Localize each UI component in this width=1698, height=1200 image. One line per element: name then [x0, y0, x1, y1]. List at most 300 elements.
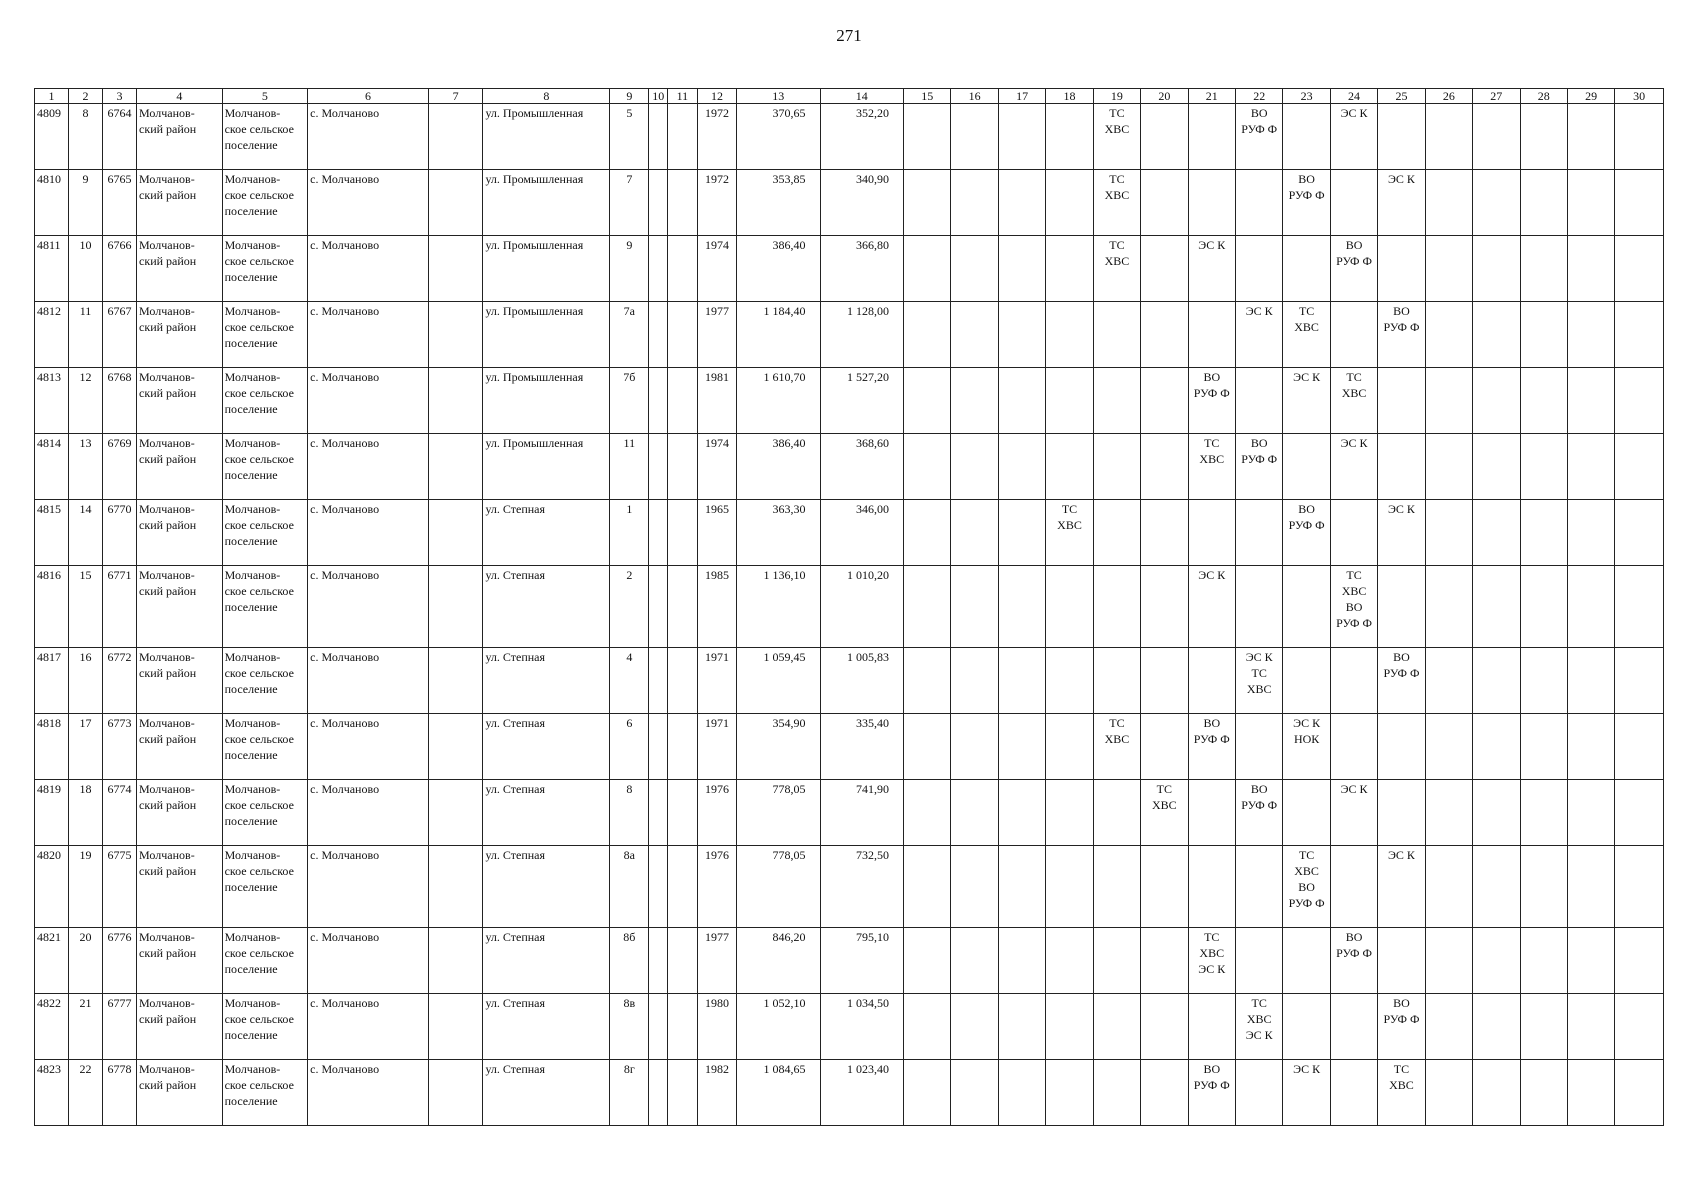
table-cell — [667, 566, 697, 648]
table-cell — [1283, 648, 1330, 714]
table-cell: 19 — [69, 846, 103, 928]
table-cell: с. Молчаново — [308, 928, 429, 994]
table-cell: Молчанов- ский район — [137, 714, 223, 780]
column-header: 28 — [1520, 89, 1567, 104]
table-cell: Молчанов- ское сельское поселение — [222, 500, 308, 566]
table-cell — [667, 434, 697, 500]
table-cell: 4 — [610, 648, 649, 714]
table-cell: 1977 — [697, 928, 736, 994]
table-cell: 1965 — [697, 500, 736, 566]
table-cell: 6765 — [103, 170, 137, 236]
column-header: 6 — [308, 89, 429, 104]
table-row — [35, 928, 1664, 994]
table-cell: ТС ХВС ЭС К — [1235, 994, 1282, 1060]
table-cell: 346,00 — [820, 500, 904, 566]
table-cell: 4821 — [35, 928, 69, 994]
table-cell: 1 128,00 — [820, 302, 904, 368]
table-cell — [667, 302, 697, 368]
table-cell: ТС ХВС — [1378, 1060, 1425, 1126]
table-cell: 4823 — [35, 1060, 69, 1126]
table-cell — [1283, 994, 1330, 1060]
table-cell — [1235, 846, 1282, 928]
table-cell: 340,90 — [820, 170, 904, 236]
table-cell: ул. Промышленная — [483, 170, 610, 236]
table-cell — [1188, 846, 1235, 928]
table-cell — [1425, 994, 1472, 1060]
table-cell: 15 — [69, 566, 103, 648]
table-row — [35, 1060, 1664, 1126]
table-cell: ул. Степная — [483, 1060, 610, 1126]
table-cell: 1 527,20 — [820, 368, 904, 434]
table-cell — [1520, 170, 1567, 236]
table-cell — [1520, 714, 1567, 780]
table-cell — [951, 780, 998, 846]
table-cell — [904, 104, 951, 170]
table-row — [35, 846, 1664, 928]
table-cell — [951, 500, 998, 566]
table-row — [35, 236, 1664, 302]
table-cell — [1567, 170, 1614, 236]
table-cell: 4809 — [35, 104, 69, 170]
table-cell — [1046, 302, 1093, 368]
table-cell: с. Молчаново — [308, 994, 429, 1060]
table-cell — [1283, 236, 1330, 302]
table-cell — [1378, 368, 1425, 434]
table-cell — [904, 928, 951, 994]
table-cell — [428, 1060, 483, 1126]
table-cell — [1141, 302, 1188, 368]
table-cell: 386,40 — [737, 434, 821, 500]
table-cell: Молчанов- ский район — [137, 566, 223, 648]
table-cell: 8 — [69, 104, 103, 170]
table-cell — [951, 170, 998, 236]
table-cell — [1567, 302, 1614, 368]
table-cell — [1283, 434, 1330, 500]
table-cell: 741,90 — [820, 780, 904, 846]
table-cell — [1046, 780, 1093, 846]
table-cell — [1473, 566, 1520, 648]
table-cell — [428, 302, 483, 368]
table-cell — [1615, 236, 1664, 302]
table-cell — [1615, 302, 1664, 368]
table-cell: 6764 — [103, 104, 137, 170]
table-cell — [1235, 928, 1282, 994]
table-cell — [1615, 368, 1664, 434]
table-cell — [667, 714, 697, 780]
table-cell — [904, 302, 951, 368]
table-cell — [667, 780, 697, 846]
table-cell — [1473, 302, 1520, 368]
table-cell: 7а — [610, 302, 649, 368]
table-cell: 6775 — [103, 846, 137, 928]
table-cell: 6773 — [103, 714, 137, 780]
table-cell — [1046, 368, 1093, 434]
table-cell: 370,65 — [737, 104, 821, 170]
column-header: 27 — [1473, 89, 1520, 104]
column-header: 16 — [951, 89, 998, 104]
table-cell: 6777 — [103, 994, 137, 1060]
table-cell: 4816 — [35, 566, 69, 648]
table-cell: 353,85 — [737, 170, 821, 236]
table-cell — [951, 1060, 998, 1126]
table-cell — [1425, 170, 1472, 236]
table-cell: 1 052,10 — [737, 994, 821, 1060]
table-cell: 1980 — [697, 994, 736, 1060]
table-cell: ул. Промышленная — [483, 368, 610, 434]
table-cell — [1046, 846, 1093, 928]
table-row — [35, 302, 1664, 368]
table-row — [35, 648, 1664, 714]
table-cell — [667, 236, 697, 302]
table-cell — [1425, 434, 1472, 500]
table-cell — [1046, 928, 1093, 994]
table-cell — [1615, 1060, 1664, 1126]
table-cell — [998, 1060, 1045, 1126]
table-cell: ЭС К ТС ХВС — [1235, 648, 1282, 714]
table-cell: 6766 — [103, 236, 137, 302]
table-cell — [1567, 648, 1614, 714]
table-cell — [1615, 500, 1664, 566]
table-cell — [951, 846, 998, 928]
table-cell: 6771 — [103, 566, 137, 648]
table-cell — [1520, 928, 1567, 994]
table-cell: Молчанов- ское сельское поселение — [222, 780, 308, 846]
table-cell — [428, 566, 483, 648]
column-header: 22 — [1235, 89, 1282, 104]
table-cell: 6769 — [103, 434, 137, 500]
table-cell — [1093, 434, 1140, 500]
table-cell: с. Молчаново — [308, 368, 429, 434]
table-cell: ВО РУФ Ф — [1330, 928, 1377, 994]
table-cell — [904, 500, 951, 566]
table-cell — [998, 928, 1045, 994]
column-header: 26 — [1425, 89, 1472, 104]
table-cell — [649, 368, 668, 434]
table-cell: 6774 — [103, 780, 137, 846]
table-cell — [951, 302, 998, 368]
table-cell — [1283, 566, 1330, 648]
table-cell: Молчанов- ское сельское поселение — [222, 302, 308, 368]
table-cell — [1283, 928, 1330, 994]
table-cell — [998, 780, 1045, 846]
table-cell — [1093, 994, 1140, 1060]
table-cell: ЭС К — [1378, 846, 1425, 928]
table-cell — [998, 994, 1045, 1060]
table-cell — [649, 104, 668, 170]
table-cell — [951, 104, 998, 170]
table-cell — [1378, 928, 1425, 994]
table-cell — [1520, 1060, 1567, 1126]
column-header: 24 — [1330, 89, 1377, 104]
table-cell: Молчанов- ское сельское поселение — [222, 566, 308, 648]
table-cell: Молчанов- ское сельское поселение — [222, 648, 308, 714]
table-cell: 1 084,65 — [737, 1060, 821, 1126]
table-cell: ул. Промышленная — [483, 434, 610, 500]
table-cell — [1520, 104, 1567, 170]
table-cell: 1 136,10 — [737, 566, 821, 648]
table-cell: ул. Степная — [483, 928, 610, 994]
table-cell — [1567, 434, 1614, 500]
table-row — [35, 780, 1664, 846]
table-cell: ТС ХВС — [1188, 434, 1235, 500]
table-cell: 8г — [610, 1060, 649, 1126]
table-cell — [998, 846, 1045, 928]
table-cell: Молчанов- ское сельское поселение — [222, 434, 308, 500]
table-cell: 1 005,83 — [820, 648, 904, 714]
table-cell — [1473, 500, 1520, 566]
table-cell — [998, 170, 1045, 236]
table-cell: Молчанов- ский район — [137, 780, 223, 846]
table-cell — [1567, 928, 1614, 994]
table-cell — [649, 714, 668, 780]
table-cell — [998, 302, 1045, 368]
table-cell — [1425, 846, 1472, 928]
table-cell — [1520, 434, 1567, 500]
table-cell: 6776 — [103, 928, 137, 994]
table-cell — [1283, 780, 1330, 846]
table-cell — [1520, 236, 1567, 302]
table-cell — [667, 368, 697, 434]
table-cell — [904, 714, 951, 780]
table-cell — [428, 170, 483, 236]
table-cell — [998, 104, 1045, 170]
table-cell: ВО РУФ Ф — [1378, 648, 1425, 714]
table-cell — [649, 434, 668, 500]
table-cell — [1093, 1060, 1140, 1126]
table-cell: 1974 — [697, 434, 736, 500]
table-cell — [1615, 434, 1664, 500]
table-cell — [1093, 846, 1140, 928]
table-cell — [428, 714, 483, 780]
table-cell: ВО РУФ Ф — [1188, 1060, 1235, 1126]
table-cell: ТС ХВС — [1330, 368, 1377, 434]
table-cell — [1235, 170, 1282, 236]
table-cell — [1473, 434, 1520, 500]
table-row — [35, 368, 1664, 434]
table-cell — [1141, 566, 1188, 648]
table-cell: 20 — [69, 928, 103, 994]
table-cell — [1425, 648, 1472, 714]
table-cell — [1473, 170, 1520, 236]
table-cell: ул. Степная — [483, 994, 610, 1060]
column-header: 13 — [737, 89, 821, 104]
table-cell: ТС ХВС — [1046, 500, 1093, 566]
table-cell — [951, 566, 998, 648]
table-cell — [1093, 648, 1140, 714]
table-cell — [649, 566, 668, 648]
table-cell — [1235, 1060, 1282, 1126]
table-cell — [1567, 1060, 1614, 1126]
table-cell — [1378, 104, 1425, 170]
table-cell: с. Молчаново — [308, 170, 429, 236]
table-cell: 1971 — [697, 714, 736, 780]
table-cell: 4819 — [35, 780, 69, 846]
table-cell: 12 — [69, 368, 103, 434]
table-cell: 1 010,20 — [820, 566, 904, 648]
table-cell — [667, 994, 697, 1060]
table-cell — [1567, 566, 1614, 648]
table-cell — [1425, 104, 1472, 170]
column-header: 4 — [137, 89, 223, 104]
table-cell — [1567, 994, 1614, 1060]
table-cell: ЭС К — [1330, 780, 1377, 846]
table-cell: 1 610,70 — [737, 368, 821, 434]
table-cell — [1046, 170, 1093, 236]
table-cell — [951, 714, 998, 780]
table-cell — [1046, 236, 1093, 302]
table-cell — [998, 566, 1045, 648]
table-cell: 8 — [610, 780, 649, 846]
table-cell: Молчанов- ский район — [137, 236, 223, 302]
table-cell — [428, 500, 483, 566]
column-header: 3 — [103, 89, 137, 104]
table-cell: 21 — [69, 994, 103, 1060]
table-cell — [667, 846, 697, 928]
table-cell: 4815 — [35, 500, 69, 566]
table-cell — [1567, 236, 1614, 302]
table-cell: 7 — [610, 170, 649, 236]
table-cell — [1141, 714, 1188, 780]
table-cell: 1971 — [697, 648, 736, 714]
table-cell: ул. Степная — [483, 714, 610, 780]
table-cell: 14 — [69, 500, 103, 566]
table-cell: 1 184,40 — [737, 302, 821, 368]
column-header: 15 — [904, 89, 951, 104]
table-cell — [1188, 500, 1235, 566]
table-cell: 6 — [610, 714, 649, 780]
table-cell — [951, 994, 998, 1060]
table-cell: 386,40 — [737, 236, 821, 302]
table-cell — [1520, 648, 1567, 714]
table-row — [35, 500, 1664, 566]
column-header: 9 — [610, 89, 649, 104]
table-cell: 795,10 — [820, 928, 904, 994]
table-cell — [1141, 170, 1188, 236]
table-cell: ТС ХВС — [1283, 302, 1330, 368]
table-cell — [1046, 648, 1093, 714]
table-cell: 1976 — [697, 780, 736, 846]
table-cell: Молчанов- ское сельское поселение — [222, 170, 308, 236]
table-cell: 4817 — [35, 648, 69, 714]
table-cell: 363,30 — [737, 500, 821, 566]
table-cell — [1425, 780, 1472, 846]
table-cell: ул. Степная — [483, 500, 610, 566]
table-cell: 778,05 — [737, 780, 821, 846]
table-cell — [1235, 500, 1282, 566]
table-cell: с. Молчаново — [308, 1060, 429, 1126]
table-cell: 10 — [69, 236, 103, 302]
table-cell — [951, 236, 998, 302]
table-cell — [1141, 236, 1188, 302]
table-cell — [1141, 1060, 1188, 1126]
table-cell — [1615, 566, 1664, 648]
table-row — [35, 714, 1664, 780]
table-cell: с. Молчаново — [308, 236, 429, 302]
table-cell — [904, 434, 951, 500]
table-cell — [1330, 994, 1377, 1060]
table-cell — [1235, 714, 1282, 780]
table-cell: ТС ХВС ВО РУФ Ф — [1330, 566, 1377, 648]
table-cell: с. Молчаново — [308, 780, 429, 846]
column-header: 14 — [820, 89, 904, 104]
table-cell — [1567, 846, 1614, 928]
table-cell — [1046, 994, 1093, 1060]
table-cell — [1188, 994, 1235, 1060]
table-cell — [951, 648, 998, 714]
column-header: 29 — [1567, 89, 1614, 104]
table-cell — [904, 566, 951, 648]
table-cell — [1141, 994, 1188, 1060]
table-cell — [649, 648, 668, 714]
column-header: 18 — [1046, 89, 1093, 104]
table-cell — [1425, 302, 1472, 368]
table-cell — [1425, 928, 1472, 994]
column-header: 1 — [35, 89, 69, 104]
table-cell: ЭС К — [1378, 500, 1425, 566]
table-cell: Молчанов- ский район — [137, 368, 223, 434]
table-cell — [904, 170, 951, 236]
table-cell — [1615, 928, 1664, 994]
table-cell: 846,20 — [737, 928, 821, 994]
table-cell — [1425, 566, 1472, 648]
table-cell: 1977 — [697, 302, 736, 368]
column-header: 5 — [222, 89, 308, 104]
table-cell — [1425, 500, 1472, 566]
table-cell — [1520, 566, 1567, 648]
table-cell — [649, 236, 668, 302]
table-cell — [1473, 928, 1520, 994]
table-cell: ТС ХВС — [1093, 236, 1140, 302]
table-cell: 9 — [69, 170, 103, 236]
table-cell: ВО РУФ Ф — [1283, 500, 1330, 566]
table-cell: ВО РУФ Ф — [1188, 368, 1235, 434]
table-cell: 9 — [610, 236, 649, 302]
table-cell — [1046, 566, 1093, 648]
table-cell: ВО РУФ Ф — [1283, 170, 1330, 236]
table-cell: 352,20 — [820, 104, 904, 170]
table-cell: ЭС К — [1378, 170, 1425, 236]
table-cell — [1520, 780, 1567, 846]
table-cell: 778,05 — [737, 846, 821, 928]
table-cell: ВО РУФ Ф — [1235, 104, 1282, 170]
table-cell: 354,90 — [737, 714, 821, 780]
table-cell: Молчанов- ское сельское поселение — [222, 994, 308, 1060]
table-cell — [1473, 714, 1520, 780]
table-cell: Молчанов- ский район — [137, 500, 223, 566]
table-cell: ул. Промышленная — [483, 236, 610, 302]
table-cell: с. Молчаново — [308, 434, 429, 500]
table-row — [35, 566, 1664, 648]
table-cell: 1972 — [697, 170, 736, 236]
table-cell: Молчанов- ский район — [137, 1060, 223, 1126]
table-cell — [1235, 236, 1282, 302]
table-cell: 1976 — [697, 846, 736, 928]
table-cell: 6767 — [103, 302, 137, 368]
table-cell: Молчанов- ский район — [137, 302, 223, 368]
table-cell — [904, 994, 951, 1060]
table-cell: ЭС К — [1283, 1060, 1330, 1126]
table-cell: Молчанов- ский район — [137, 928, 223, 994]
table-cell — [1567, 780, 1614, 846]
table-cell — [1141, 368, 1188, 434]
table-cell — [1473, 104, 1520, 170]
table-cell: ВО РУФ Ф — [1235, 780, 1282, 846]
table-cell — [1093, 780, 1140, 846]
table-cell — [998, 714, 1045, 780]
table-cell — [1567, 104, 1614, 170]
table-cell: 4812 — [35, 302, 69, 368]
table-cell — [904, 1060, 951, 1126]
